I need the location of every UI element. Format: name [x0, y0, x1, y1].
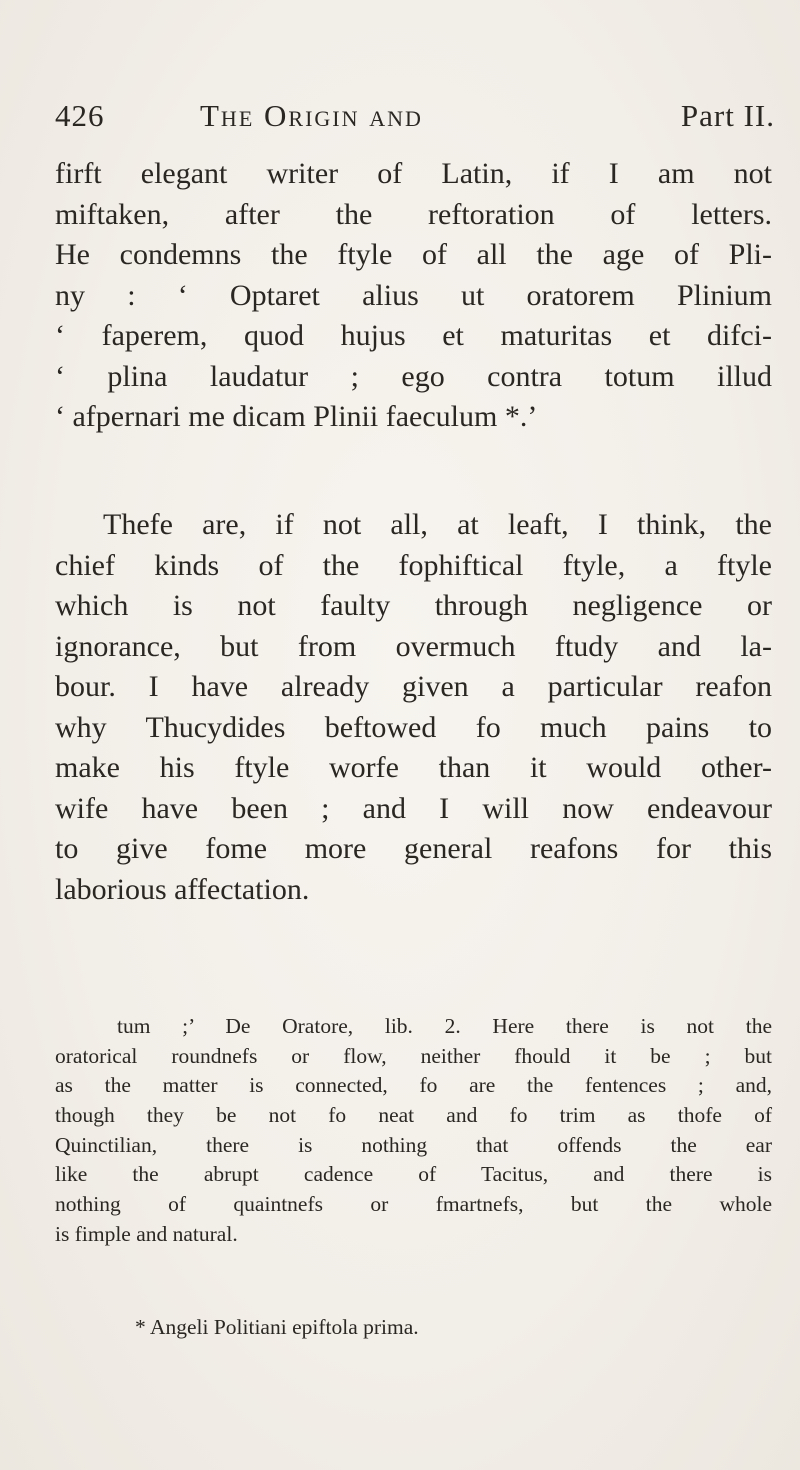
- text-line: laborious affectation.: [55, 872, 310, 906]
- footnote-line: though they be not fo neat and fo trim as thofe of: [55, 1103, 772, 1128]
- text-line: ‘ afpernari me dicam Plinii faeculum *.’: [55, 400, 538, 433]
- text-line: firft elegant writer of Latin, if I am not: [55, 157, 772, 190]
- page-number: 426: [55, 98, 105, 133]
- text-line: chief kinds of the fophiftical ftyle, a ftyle: [55, 548, 772, 582]
- part-label: Part II.: [680, 98, 775, 133]
- running-title: The Origin and: [200, 98, 423, 133]
- text-line: ignorance, but from overmuch ftudy and la-: [55, 629, 772, 663]
- footnote: [55, 1012, 772, 1250]
- footnote-line: Quinctilian, there is nothing that offends the ear: [55, 1132, 772, 1157]
- text-line: to give fome more general reafons for this: [55, 832, 772, 865]
- footnote-line: like the abrupt cadence of Tacitus, and there is: [55, 1162, 772, 1187]
- footnote-line: nothing of quaintnefs or fmartnefs, but the whole: [55, 1192, 772, 1217]
- text-line: wife have been ; and I will now endeavour: [55, 791, 772, 825]
- text-line: which is not faulty through negligence or: [55, 589, 772, 622]
- footnote-line: tum ;’ De Oratore, lib. 2. Here there is not the: [117, 1014, 772, 1038]
- footnote-reference: [55, 1313, 772, 1343]
- text-line: bour. I have already given a particular reafon: [55, 670, 772, 703]
- text-line: why Thucydides beftowed fo much pains to: [55, 710, 772, 744]
- footnote-line: as the matter is connected, fo are the fentences ; and,: [55, 1073, 772, 1098]
- paragraph-2: [55, 505, 772, 910]
- text-line: He condemns the ftyle of all the age of Pli-: [55, 238, 772, 271]
- running-header: [55, 98, 775, 148]
- footnote-reference-text: * Angeli Politiani epiftola prima.: [135, 1315, 419, 1339]
- paragraph-1: [55, 154, 772, 438]
- footnote-line: oratorical roundnefs or flow, neither fhould it be ; but: [55, 1043, 772, 1068]
- text-line: ‘ plina laudatur ; ego contra totum illud: [55, 359, 772, 393]
- text-line: ny : ‘ Optaret alius ut oratorem Plinium: [55, 278, 772, 312]
- text-line: ‘ faperem, quod hujus et maturitas et difci-: [55, 319, 772, 352]
- text-line: Thefe are, if not all, at leaft, I think, the: [103, 508, 772, 541]
- text-line: miftaken, after the reftoration of letters.: [55, 197, 772, 231]
- footnote-line: is fimple and natural.: [55, 1221, 238, 1246]
- text-line: make his ftyle worfe than it would other-: [55, 751, 772, 784]
